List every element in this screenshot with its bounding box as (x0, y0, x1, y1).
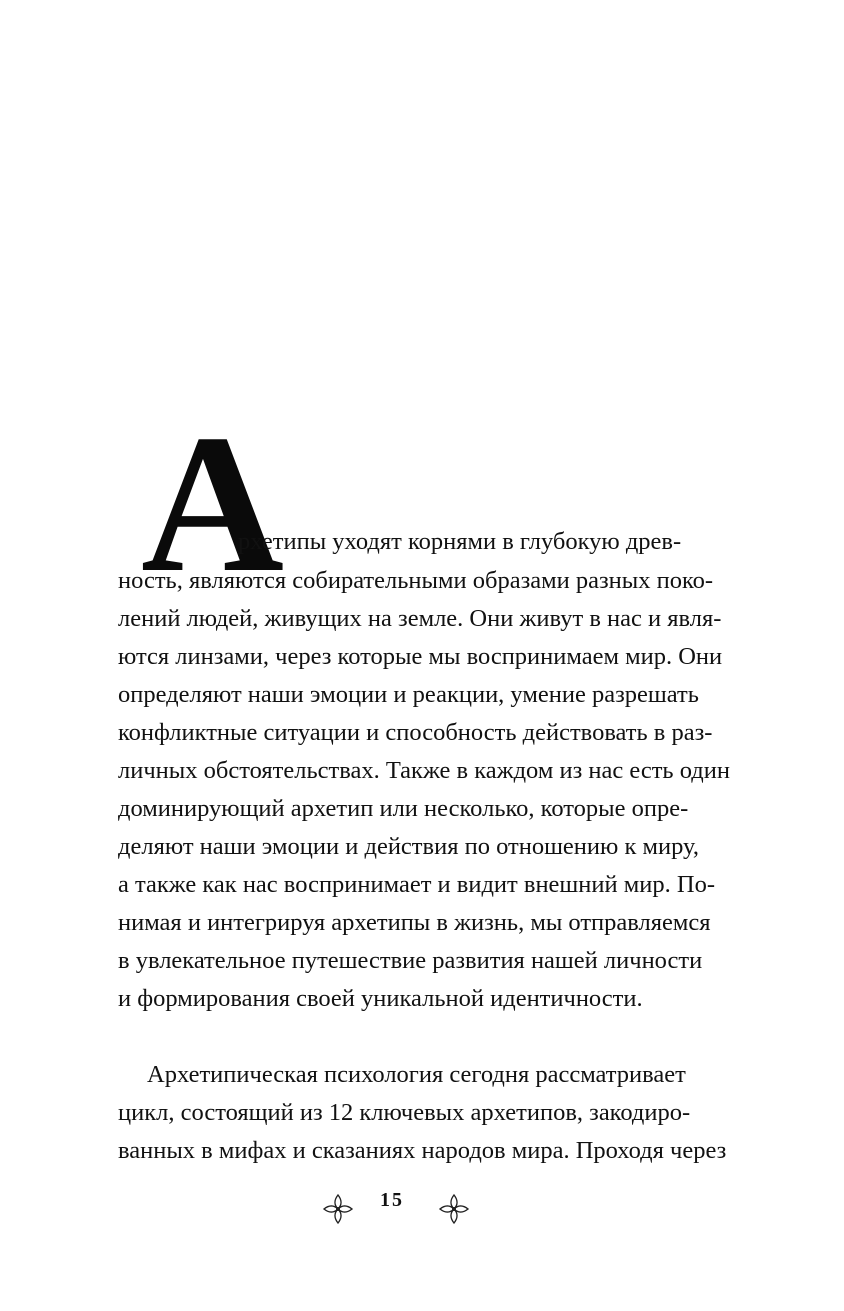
text-line: ванных в мифах и сказаниях народов мира. Проходя через (118, 1137, 727, 1164)
text-line: цикл, состоящий из 12 ключевых архетипов, закодиро- (118, 1099, 691, 1126)
text-line: ность, являются собирательными образами разных поко- (118, 567, 714, 594)
text-line: нимая и интегрируя архетипы в жизнь, мы отправляемся (118, 909, 711, 936)
text-line: а также как нас воспринимает и видит внешний мир. По- (118, 871, 715, 898)
text-line: доминирующий архетип или несколько, которые опре- (118, 795, 689, 822)
text-line: личных обстоятельствах. Также в каждом из нас есть один (118, 757, 730, 784)
text-line: деляют наши эмоции и действия по отношению к миру, (118, 833, 699, 860)
text-line: и формирования своей уникальной идентичности. (118, 985, 643, 1012)
text-line: определяют наши эмоции и реакции, умение разрешать (118, 681, 699, 708)
text-line: в увлекательное путешествие развития нашей личности (118, 947, 703, 974)
page-number: 15 (380, 1189, 404, 1211)
text-line: ются линзами, через которые мы воспринимаем мир. Они (118, 643, 723, 670)
text-line: Архетипическая психология сегодня рассматривает (147, 1061, 686, 1088)
drop-cap-letter: А (141, 394, 284, 613)
text-line: лений людей, живущих на земле. Они живут в нас и явля- (118, 605, 722, 632)
text-line: рхетипы уходят корнями в глубокую древ- (238, 528, 682, 555)
floral-ornament-icon (437, 1192, 471, 1226)
floral-ornament-icon (321, 1192, 355, 1226)
text-line: конфликтные ситуации и способность действовать в раз- (118, 719, 713, 746)
